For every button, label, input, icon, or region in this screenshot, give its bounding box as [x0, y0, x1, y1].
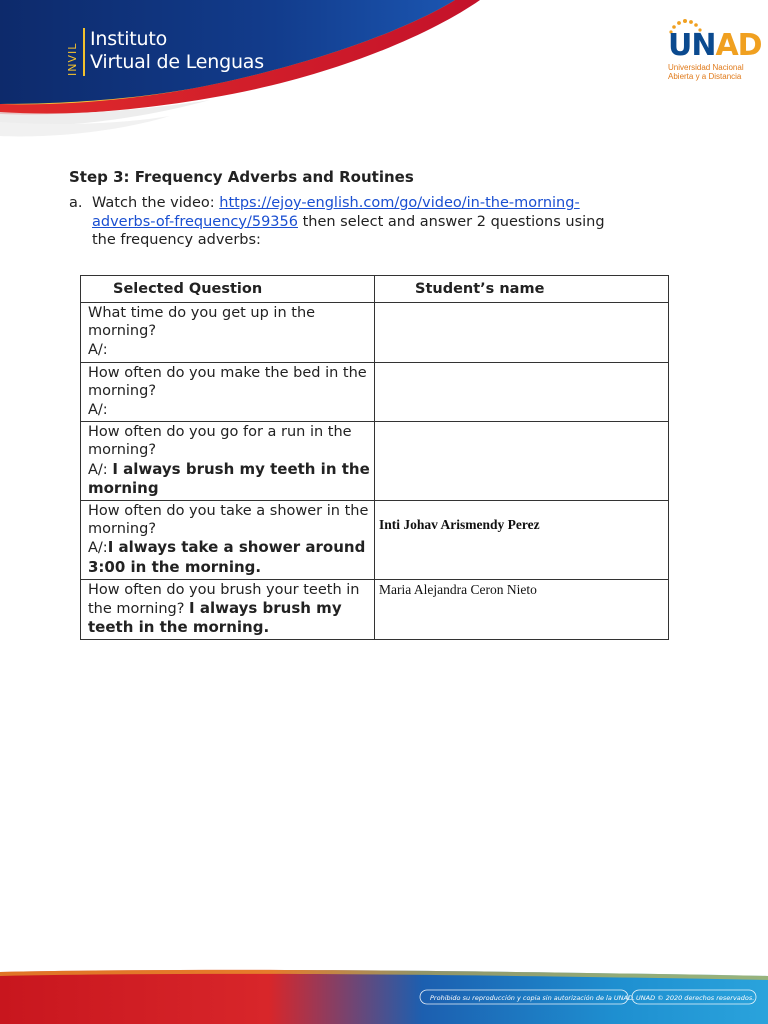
- questions-table: [80, 275, 669, 640]
- header-banner: [0, 0, 768, 140]
- step-title: Step 3: Frequency Adverbs and Routines: [69, 168, 414, 186]
- brand-tag: INVIL: [66, 42, 79, 76]
- question-cell: How often do you make the bed in the morning? A/:: [81, 362, 375, 422]
- unad-logo: [664, 18, 762, 88]
- student-name-cell[interactable]: [375, 422, 669, 501]
- footer-notice: Prohibido su reproducción y copia sin autorización de la UNAD.: [430, 994, 636, 1002]
- question-cell: How often do you go for a run in the morning? A/: I always brush my teeth in the morning: [81, 422, 375, 501]
- logo-subtitle-line1: Universidad Nacional: [668, 63, 744, 72]
- answer-text: I always brush my teeth in the morning.: [88, 599, 342, 637]
- answer-text: I always take a shower around 3:00 in the morning.: [88, 538, 366, 576]
- logo-subtitle-line2: Abierta y a Distancia: [668, 72, 742, 81]
- student-name-cell[interactable]: [375, 303, 669, 363]
- list-marker: a.: [69, 195, 83, 211]
- table-row: [81, 362, 669, 422]
- student-name: Inti Johav Arismendy Perez: [379, 517, 540, 533]
- brand-divider: [83, 28, 85, 76]
- header-student-name: Student’s name: [375, 276, 669, 303]
- question-cell: How often do you brush your teeth in the morning? I always brush my teeth in the morning.: [81, 579, 375, 640]
- video-link[interactable]: https://ejoy-english.com/go/video/in-the-morning-adverbs-of-frequency/59356: [92, 195, 580, 230]
- logo-wordmark: UNAD: [668, 28, 762, 63]
- instruction-item: [69, 194, 629, 250]
- brand-title-line2: Virtual de Lenguas: [90, 51, 264, 73]
- table-row: [81, 303, 669, 363]
- question-cell: How often do you take a shower in the morning? A/:I always take a shower around 3:00 in the morning.: [81, 501, 375, 580]
- footer-copyright: UNAD © 2020 derechos reservados.: [636, 994, 755, 1002]
- table-header-row: [81, 276, 669, 303]
- student-name-cell[interactable]: [375, 501, 669, 580]
- header-selected-question: Selected Question: [81, 276, 375, 303]
- student-name: Maria Alejandra Ceron Nieto: [379, 581, 537, 597]
- student-name-cell[interactable]: [375, 362, 669, 422]
- table-row: [81, 501, 669, 580]
- table-row: [81, 579, 669, 640]
- question-cell: What time do you get up in the morning? A/:: [81, 303, 375, 363]
- brand-title-line1: Instituto: [90, 28, 168, 50]
- student-name-cell[interactable]: [375, 579, 669, 640]
- footer-banner: [0, 966, 768, 1024]
- table-row: [81, 422, 669, 501]
- answer-text: I always brush my teeth in the morning: [88, 459, 370, 497]
- instruction-text: Watch the video: https://ejoy-english.com/go/video/in-the-morning-adverbs-of-frequency/59356 then select and answer 2 questions using the frequency adverbs:: [92, 195, 605, 248]
